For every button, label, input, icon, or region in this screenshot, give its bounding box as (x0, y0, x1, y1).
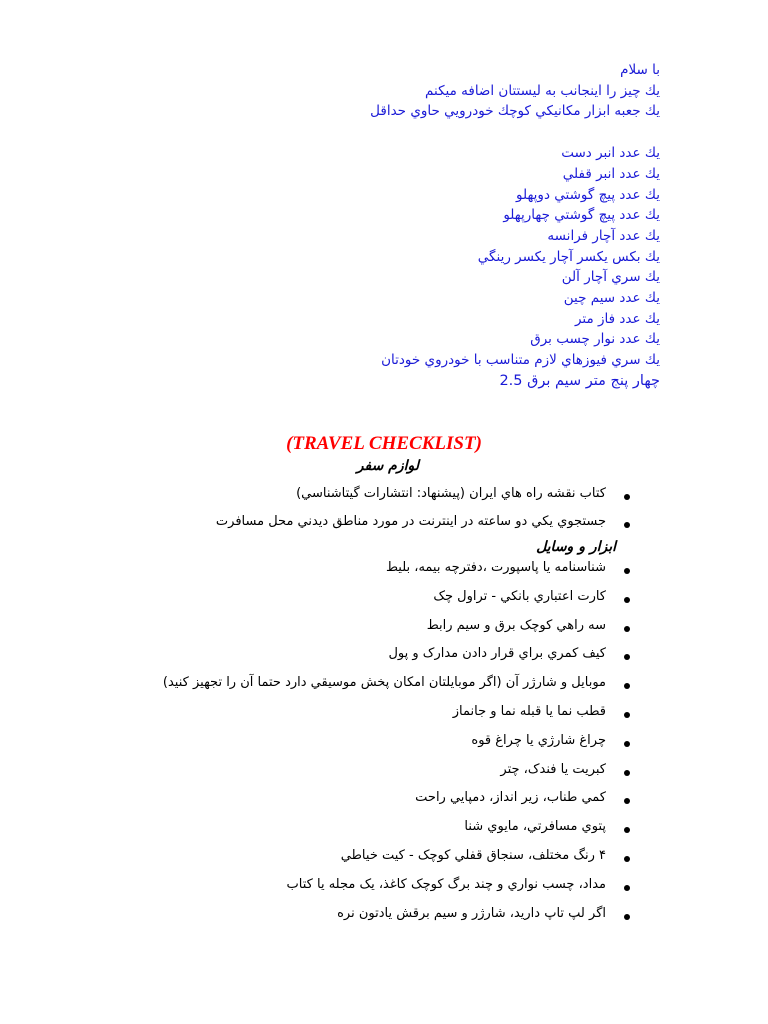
bullet-icon (624, 654, 630, 660)
tool-item: يك عدد سيم چين (563, 290, 660, 307)
greeting-text: با سلام (620, 62, 660, 78)
intro-block (300, 60, 660, 392)
list-item-text: موبايل و شارژر آن (اگر موبايلتان امكان پخش موسيقي دارد حتما آن را تجهيز كنيد) (162, 675, 606, 691)
section-heading: ابزار و وسايل (536, 539, 616, 555)
tool-item: يك عدد نوار چسب برق (530, 331, 660, 348)
tool-item: يك عدد پيچ گوشتي چهارپهلو (503, 207, 660, 224)
bullet-icon (624, 885, 630, 891)
list-item-text: كبريت يا فندک، چتر (500, 761, 606, 777)
bullet-icon (624, 683, 630, 689)
tool-item: يك بكس يكسر آچار يكسر رينگي (477, 248, 660, 265)
list-item-text: اگر لپ تاپ داريد، شارژر و سيم برقش يادتون نره (337, 905, 606, 921)
list-item-text: مداد، چسب نواري و چند برگ كوچک كاغذ، یک مجله يا كتاب (286, 876, 606, 892)
bullet-icon (624, 914, 630, 920)
bullet-icon (624, 597, 630, 603)
bullet-icon (624, 568, 630, 574)
bullet-icon (624, 827, 630, 833)
bullet-icon (624, 856, 630, 862)
intro-line: يك چيز را اينجانب به ليستتان اضافه ميكنم (425, 82, 660, 99)
bullet-icon (624, 494, 630, 500)
tool-item: يك عدد انبر قفلي (562, 165, 660, 182)
list-item-text: كتاب نقشه راه هاي ايران (پيشنهاد: انتشارات گيتاشناسي) (296, 486, 606, 501)
bullet-icon (624, 712, 630, 718)
tool-item: يك سري فيوزهاي لازم متناسب با خودروي خودتان (381, 352, 660, 369)
section-heading: لوازم سفر (356, 458, 419, 474)
list-item-text: شناسنامه يا پاسپورت ،دفترچه بيمه، بليط (385, 560, 606, 575)
list-item-text: سه راهي كوچک برق و سيم رابط (426, 617, 606, 633)
list-item-text: كارت اعتباري بانكي - تراول چک (433, 588, 606, 604)
bullet-icon (624, 522, 630, 528)
intro-line: يك جعبه ابزار مكانيكي كوچك خودرويي حاوي حداقل (370, 103, 660, 120)
tool-item: يك عدد فاز متر (574, 310, 660, 327)
tool-item: يك سري آچار آلن (561, 269, 660, 286)
bullet-icon (624, 626, 630, 632)
tool-item: يك عدد آچار فرانسه (547, 227, 660, 244)
bullet-icon (624, 798, 630, 804)
list-item-text: كيف كمري براي قرار دادن مدارک و پول (388, 646, 606, 662)
list-item-text: پتوي مسافرتي، مايوي شنا (464, 819, 606, 835)
list-item-text: ۴ رنگ مختلف، سنجاق قفلي كوچک - كيت خياطي (340, 847, 606, 863)
list-item-text: كمي طناب، زير انداز، دمپايي راحت (415, 790, 606, 806)
tool-item: يك عدد انبر دست (561, 145, 660, 162)
bullet-icon (624, 741, 630, 747)
bullet-icon (624, 770, 630, 776)
list-item-text: قطب نما يا قبله نما و جانماز (452, 703, 606, 719)
spacer (300, 122, 660, 143)
list-item-text: جستجوي يكي دو ساعته در اينترنت در مورد مناطق ديدني محل مسافرت (215, 514, 606, 529)
tool-item: يك عدد پيچ گوشتي دوپهلو (516, 186, 660, 203)
tool-item: چهار پنج متر سيم برق 2.5 (499, 372, 660, 389)
checklist-title: (TRAVEL CHECKLIST) (286, 433, 482, 454)
list-item-text: چراغ شارژي يا چراغ قوه (471, 732, 606, 748)
